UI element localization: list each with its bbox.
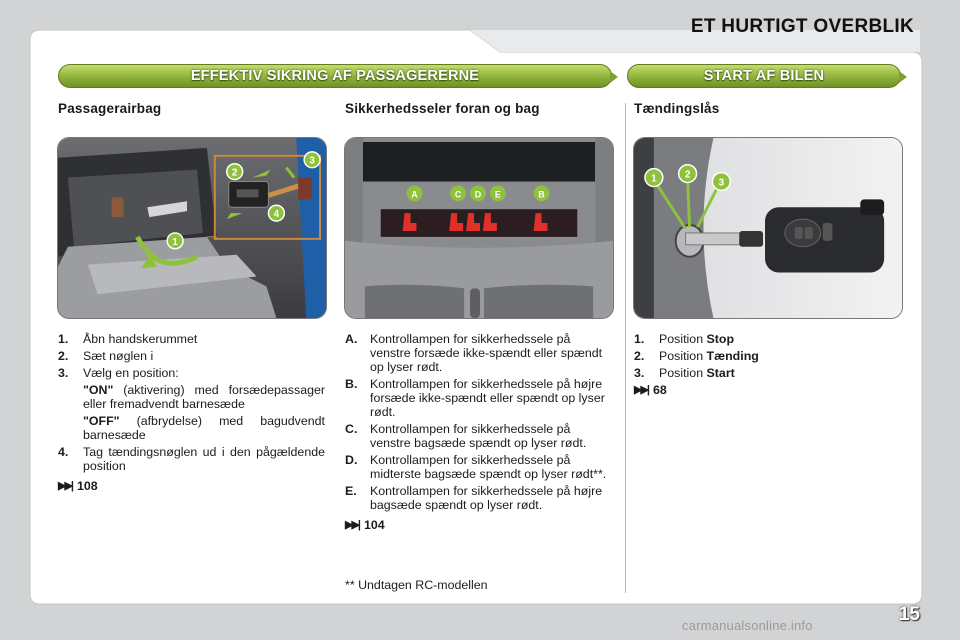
list-item: A. Kontrollampen for sikkerhedssele på venstre forsæde ikke-spændt eller spændt op lyser rødt.	[345, 332, 603, 374]
photo-ignition-key	[633, 137, 903, 319]
svg-text:D: D	[474, 189, 482, 200]
callout-2	[679, 165, 697, 183]
svg-text:3: 3	[718, 177, 725, 189]
fast-forward-icon: ▶▶|	[345, 519, 359, 531]
page-header-title: ET HURTIGT OVERBLIK	[690, 16, 914, 37]
callout-3	[304, 152, 320, 168]
list-item: 1. Position Stop	[634, 332, 735, 346]
list-item: 2. Sæt nøglen i	[58, 349, 154, 363]
fast-forward-icon: ▶▶|	[58, 480, 72, 492]
svg-text:A: A	[411, 189, 418, 200]
svg-text:C: C	[454, 189, 462, 200]
ignition-positions-list	[634, 332, 900, 397]
list-item: 1. Åbn handskerummet	[58, 332, 198, 346]
page-reference-link[interactable]: ▶▶| 108	[58, 479, 98, 493]
callout-4	[268, 205, 284, 221]
section-title-ignition: Tændingslås	[634, 101, 720, 116]
section-title-airbag: Passagerairbag	[58, 101, 162, 116]
banner-start-car: START AF BILEN	[627, 64, 901, 88]
callout-1	[167, 233, 183, 249]
svg-text:2: 2	[684, 169, 691, 181]
callout-B	[534, 185, 550, 201]
svg-text:3: 3	[309, 155, 315, 167]
svg-text:4: 4	[273, 209, 280, 221]
footnote: ** Undtagen RC-modellen	[345, 578, 488, 592]
sub-item-on: "ON" (aktivering) med forsædepassager eller fremadvendt barnesæde	[83, 383, 325, 411]
svg-text:1: 1	[172, 236, 178, 248]
section-title-seatbelts: Sikkerhedsseler foran og bag	[345, 101, 540, 116]
list-item: D. Kontrollampen for sikkerhedssele på midterste bagsæde spændt op lyser rødt**.	[345, 453, 607, 481]
page-number: 15	[898, 604, 920, 625]
list-item: 2. Position Tænding	[634, 349, 759, 363]
watermark: carmanualsonline.info	[682, 618, 813, 633]
list-item: E. Kontrollampen for sikkerhedssele på højre bagsæde spændt op lyser rødt.	[345, 484, 603, 512]
list-item: 4. Tag tændingsnøglen ud i den pågældende position	[58, 445, 325, 473]
callout-2	[227, 164, 243, 180]
svg-text:1: 1	[651, 173, 657, 185]
page-reference-link[interactable]: ▶▶| 104	[345, 518, 385, 532]
callout-A	[407, 185, 423, 201]
callout-D	[470, 185, 486, 201]
list-item: C. Kontrollampen for sikkerhedssele på venstre bagsæde spændt op lyser rødt.	[345, 422, 587, 450]
svg-text:2: 2	[231, 167, 238, 179]
svg-text:E: E	[494, 189, 501, 200]
svg-text:B: B	[538, 189, 545, 200]
callout-1	[645, 169, 663, 187]
fast-forward-icon: ▶▶|	[634, 384, 648, 396]
sub-item-off: "OFF" (afbrydelse) med bagudvendt barnesæde	[83, 414, 325, 442]
page-reference-link[interactable]: ▶▶| 68	[634, 383, 667, 397]
column-divider	[625, 103, 626, 593]
photo-airbag-switch	[57, 137, 327, 319]
seatbelt-lamps-list	[345, 332, 613, 532]
callout-E	[490, 185, 506, 201]
callout-C	[450, 185, 466, 201]
banner-passenger-safety: EFFEKTIV SIKRING AF PASSAGERERNE	[58, 64, 612, 88]
photo-seatbelt-lamps	[344, 137, 614, 319]
callout-3	[712, 173, 730, 191]
airbag-steps-list	[58, 332, 325, 493]
list-item: 3. Vælg en position:	[58, 366, 179, 380]
list-item: 3. Position Start	[634, 366, 735, 380]
list-item: B. Kontrollampen for sikkerhedssele på højre forsæde ikke-spændt eller spændt op lyser rødt.	[345, 377, 605, 419]
